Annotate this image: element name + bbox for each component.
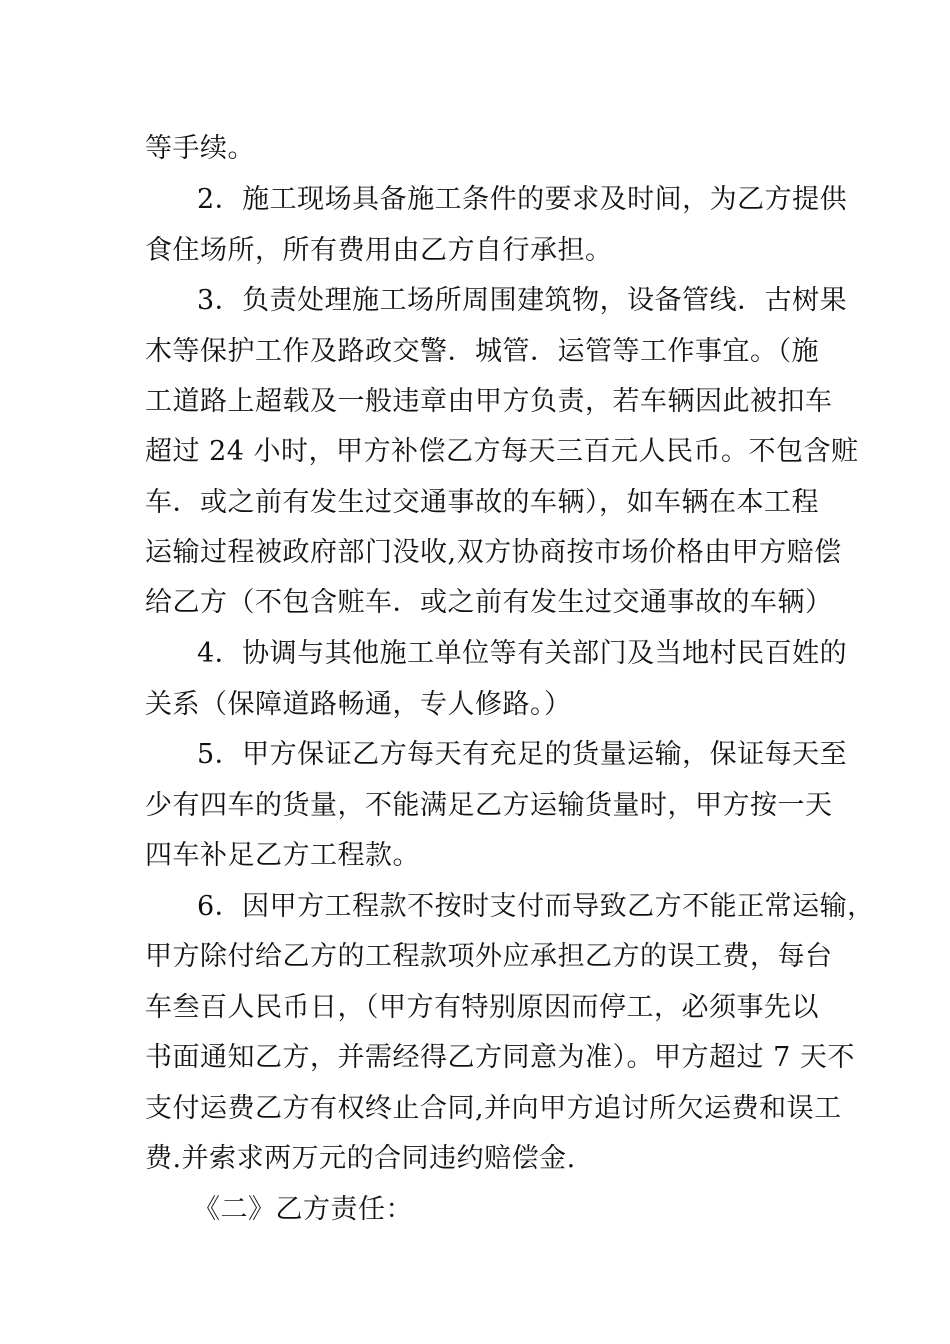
text-line: 工道路上超载及一般违章由甲方负责，若车辆因此被扣车: [145, 386, 833, 417]
text-line: 书面通知乙方，并需经得乙方同意为准）。甲方超过 7 天不: [145, 1042, 855, 1073]
text-line: 超过 24 小时，甲方补偿乙方每天三百元人民币。不包含赃: [145, 436, 859, 467]
text-line: 木等保护工作及路政交警．城管．运管等工作事宜。（施: [145, 336, 819, 367]
text-line: 关系（保障道路畅通，专人修路。）: [145, 689, 572, 720]
clause-2-line: 2．施工现场具备施工条件的要求及时间，为乙方提供: [197, 184, 848, 215]
text-line: 四车补足乙方工程款。: [145, 840, 420, 871]
section-heading: 《二》乙方责任：: [193, 1194, 413, 1225]
clause-3-line: 3．负责处理施工场所周围建筑物，设备管线．古树果: [197, 285, 848, 316]
text-line: 车．或之前有发生过交通事故的车辆），如车辆在本工程: [145, 487, 819, 518]
text-line: 运输过程被政府部门没收,双方协商按市场价格由甲方赔偿: [145, 537, 842, 568]
text-line: 支付运费乙方有权终止合同,并向甲方追讨所欠运费和误工: [145, 1093, 842, 1124]
text-line: 甲方除付给乙方的工程款项外应承担乙方的误工费，每台: [145, 941, 833, 972]
text-line: 车叁百人民币日，（甲方有特别原因而停工，必须事先以: [145, 992, 819, 1023]
text-line: 食住场所，所有费用由乙方自行承担。: [145, 235, 613, 266]
clause-6-line: 6．因甲方工程款不按时支付而导致乙方不能正常运输，: [197, 891, 875, 922]
text-line: 等手续。: [145, 133, 255, 164]
clause-4-line: 4．协调与其他施工单位等有关部门及当地村民百姓的: [197, 638, 848, 669]
text-line: 费.并索求两万元的合同违约赔偿金.: [145, 1143, 576, 1174]
text-line: 给乙方（不包含赃车．或之前有发生过交通事故的车辆）: [145, 587, 833, 618]
text-line: 少有四车的货量，不能满足乙方运输货量时，甲方按一天: [145, 790, 833, 821]
clause-5-line: 5．甲方保证乙方每天有充足的货量运输，保证每天至: [197, 739, 848, 770]
